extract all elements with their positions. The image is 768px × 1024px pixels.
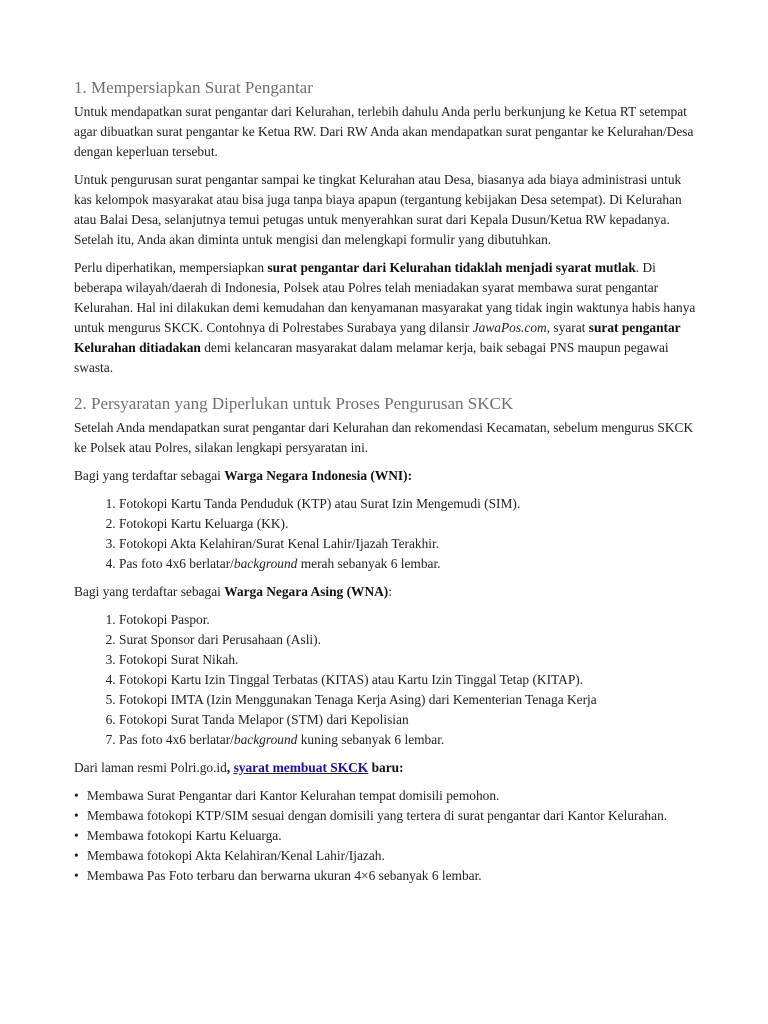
wna-item7-italic: background: [233, 732, 298, 747]
list-item: 4. Fotokopi Kartu Izin Tinggal Terbatas (KITAS) atau Kartu Izin Tinggal Tetap (KITAP).: [119, 670, 696, 690]
section-1-paragraph-3: [74, 258, 696, 378]
p3-text-d: demi kelancaran masyarakat dalam melamar kerja, baik sebagai PNS maupun pegawai swasta.: [74, 340, 669, 375]
bullet-text: Membawa fotokopi KTP/SIM sesuai dengan domisili yang tertera di surat pengantar dari Kantor Kelurahan.: [87, 808, 668, 823]
polri-prefix: Dari laman resmi Polri.go.id: [74, 760, 227, 775]
polri-suffix: baru:: [368, 760, 404, 775]
section-1-paragraph-2: Untuk pengurusan surat pengantar sampai ke tingkat Kelurahan atau Desa, biasanya ada biaya administrasi untuk kas kelompok masyarakat atau bisa juga tanpa biaya apapun (tergantung kebijakan Desa setempat). Di Kelurahan atau Balai Desa, selanjutnya temui petugas untuk menyerahkan surat dari Kepala Dusun/Ketua RW kepadanya. Setelah itu, Anda akan diminta untuk mengisi dan melengkapi formulir yang dibutuhkan.: [74, 172, 682, 247]
p3-text-b: . Di beberapa wilayah/daerah di Indonesia, Polsek atau Polres telah meniadakan syarat membawa surat pengantar Kelurahan. Hal ini dilakukan demi kemudahan dan kenyamanan masyarakat yang tidak ingin waktunya habis hanya untuk mengurus SKCK. Contohnya di Polrestabes Surabaya yang dilansir: [74, 260, 696, 335]
wna-suffix: :: [388, 584, 392, 599]
wni-prefix: Bagi yang terdaftar sebagai: [74, 468, 225, 483]
list-item: 6. Fotokopi Surat Tanda Melapor (STM) dari Kepolisian: [119, 710, 696, 730]
wna-prefix: Bagi yang terdaftar sebagai: [74, 584, 225, 599]
wni-lead: [74, 466, 696, 486]
wni-bold: Warga Negara Indonesia (WNI):: [224, 468, 413, 483]
bullet-icon: •: [74, 788, 79, 803]
p3-bold-b: surat pengantar Kelurahan ditiadakan: [74, 320, 681, 355]
section-1-paragraph-1: Untuk mendapatkan surat pengantar dari Kelurahan, terlebih dahulu Anda perlu berkunjung ke Ketua RT setempat agar dibuatkan surat pengantar ke Ketua RW. Dari RW Anda akan mendapatkan surat pengantar ke Kelurahan/Desa dengan keperluan tersebut.: [74, 104, 694, 159]
list-item: [119, 730, 696, 750]
list-item: 3. Fotokopi Akta Kelahiran/Surat Kenal Lahir/Ijazah Terakhir.: [119, 534, 696, 554]
list-item: 1. Fotokopi Paspor.: [119, 610, 696, 630]
bullet-icon: •: [74, 808, 79, 823]
bullet-text: Membawa fotokopi Kartu Keluarga.: [87, 828, 282, 843]
list-item: [74, 826, 696, 846]
wna-item7-c: kuning sebanyak 6 lembar.: [297, 732, 445, 747]
bullet-text: Membawa Pas Foto terbaru dan berwarna ukuran 4×6 sebanyak 6 lembar.: [87, 868, 482, 883]
list-item: [74, 846, 696, 866]
wni-item4-c: merah sebanyak 6 lembar.: [297, 556, 441, 571]
list-item: 5. Fotokopi IMTA (Izin Menggunakan Tenaga Kerja Asing) dari Kementerian Tenaga Kerja: [119, 690, 696, 710]
wni-item4-a: Pas foto 4x6 berlatar/: [119, 556, 234, 571]
list-item: [74, 806, 696, 826]
bullet-text: Membawa Surat Pengantar dari Kantor Kelurahan tempat domisili pemohon.: [87, 788, 500, 803]
wna-bold: Warga Negara Asing (WNA): [224, 584, 389, 599]
section-2-intro: Setelah Anda mendapatkan surat pengantar dari Kelurahan dan rekomendasi Kecamatan, sebelum mengurus SKCK ke Polsek atau Polres, silakan lengkapi persyaratan ini.: [74, 420, 694, 455]
wna-lead: [74, 582, 696, 602]
p3-text-a: Perlu diperhatikan, mempersiapkan: [74, 260, 268, 275]
wni-item4-italic: background: [233, 556, 298, 571]
list-item: 3. Fotokopi Surat Nikah.: [119, 650, 696, 670]
skck-requirements-link[interactable]: syarat membuat SKCK: [233, 760, 369, 775]
section-1-heading: 1. Mempersiapkan Surat Pengantar: [74, 78, 313, 97]
p3-text-c: , syarat: [546, 320, 589, 335]
list-item: 1. Fotokopi Kartu Tanda Penduduk (KTP) atau Surat Izin Mengemudi (SIM).: [119, 494, 696, 514]
p3-bold-a: surat pengantar dari Kelurahan tidaklah menjadi syarat mutlak: [267, 260, 636, 275]
p3-source-italic: JawaPos.com: [472, 320, 547, 335]
list-item: [74, 786, 696, 806]
requirements-bullet-list: [74, 786, 696, 886]
list-item: [74, 866, 696, 886]
bullet-icon: •: [74, 848, 79, 863]
list-item: [119, 554, 696, 574]
list-item: 2. Surat Sponsor dari Perusahaan (Asli).: [119, 630, 696, 650]
list-item: 2. Fotokopi Kartu Keluarga (KK).: [119, 514, 696, 534]
bullet-icon: •: [74, 828, 79, 843]
wni-list: [74, 494, 696, 574]
polri-comma: ,: [226, 760, 234, 775]
bullet-icon: •: [74, 868, 79, 883]
section-2-heading: 2. Persyaratan yang Diperlukan untuk Proses Pengurusan SKCK: [74, 394, 514, 413]
wna-list: [74, 610, 696, 750]
bullet-text: Membawa fotokopi Akta Kelahiran/Kenal Lahir/Ijazah.: [87, 848, 385, 863]
polri-lead: [74, 758, 696, 778]
wna-item7-a: Pas foto 4x6 berlatar/: [119, 732, 234, 747]
